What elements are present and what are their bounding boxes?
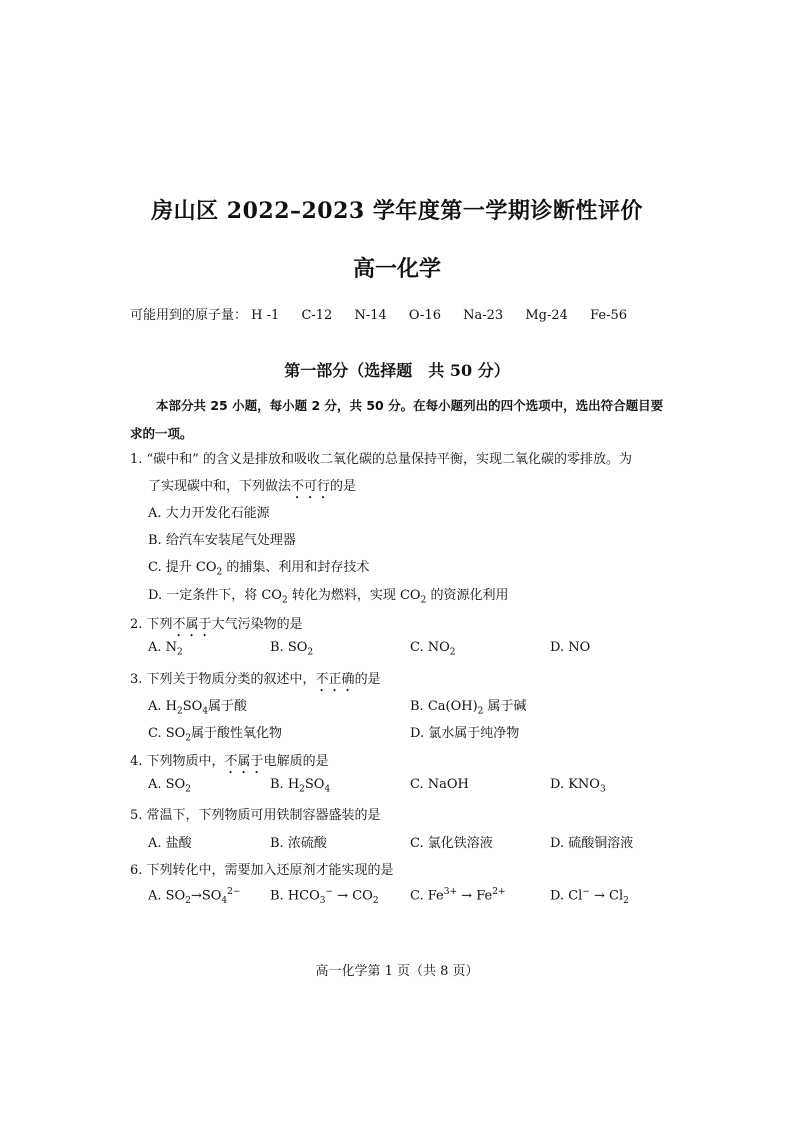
q5-stem: 5. 常温下，下列物质可用铁制容器盛装的是	[130, 808, 381, 823]
q4-option-d	[550, 777, 606, 795]
q5-option-b: B. 浓硫酸	[270, 836, 327, 851]
q4-a-text: A. SO	[148, 777, 186, 792]
q1-c-sub: 2	[216, 567, 223, 578]
q6-a-mid: →SO	[190, 888, 222, 904]
q2-a-sub: 2	[177, 647, 183, 658]
q4-stem-end: 电解质的是	[263, 754, 329, 769]
q6-c-sup2: 2+	[492, 887, 506, 897]
q6-c-mid: → Fe	[457, 888, 493, 904]
q1-c-text: C. 提升 CO	[148, 560, 217, 575]
q3-stem-end: 的是	[354, 672, 381, 687]
q4-b-mid: SO	[304, 777, 325, 792]
q6-b-sub: 3	[319, 895, 326, 906]
q3-b-text: B. Ca(OH)	[410, 699, 478, 714]
q3-b-end: 属于碱	[483, 699, 527, 714]
q1-option-b: B. 给汽车安装尾气处理器	[148, 533, 296, 548]
q1-d-end: 的资源化利用	[426, 588, 509, 603]
q4-option-c: C. NaOH	[410, 777, 469, 792]
q3-a-sub1: 2	[177, 706, 183, 717]
q2-stem-end: 大气污染物的是	[211, 617, 303, 632]
q2-option-a	[148, 640, 183, 658]
q3-a-sub2: 4	[202, 706, 209, 717]
q4-option-a	[148, 777, 191, 795]
exam-subject: 高一化学	[352, 256, 441, 282]
atomic-masses	[130, 304, 627, 323]
q2-b-text: B. SO	[270, 640, 308, 655]
q6-a-sup: 2−	[227, 887, 241, 897]
q1-stem-text: 了实现碳中和，下列做法	[148, 479, 292, 494]
q3-a-text: A. H	[148, 699, 177, 714]
q2-option-b	[270, 640, 313, 658]
atomic-mass-n: N-14	[354, 308, 387, 323]
q2-stem-text: 2. 下列	[130, 617, 173, 632]
exam-title: 房山区 2022–2023 学年度第一学期诊断性评价	[151, 198, 643, 224]
q3-stem	[130, 668, 381, 695]
atomic-mass-na: Na-23	[463, 308, 504, 323]
q1-option-c	[148, 556, 369, 578]
q4-a-sub: 2	[185, 784, 191, 795]
q4-stem-text: 4. 下列物质中，	[130, 754, 225, 769]
q6-option-a	[148, 887, 240, 906]
q1-emphasis: 不可行	[291, 479, 331, 494]
q3-option-c	[148, 722, 282, 744]
q3-option-b	[410, 695, 527, 717]
q3-emphasis: 不正确	[315, 672, 355, 687]
q6-b-sup: −	[325, 887, 334, 897]
q3-option-a	[148, 695, 247, 717]
q1-option-d	[148, 584, 508, 606]
atomic-mass-h: H -1	[251, 308, 280, 323]
q5-option-d: D. 硫酸铜溶液	[550, 836, 634, 851]
q3-a-mid: SO	[182, 699, 203, 714]
q6-option-d	[550, 887, 629, 906]
q3-stem-text: 3. 下列关于物质分类的叙述中，	[130, 672, 316, 687]
q2-a-text: A. N	[148, 640, 178, 655]
q3-c-text: C. SO	[148, 726, 186, 741]
atomic-mass-o: O-16	[408, 308, 441, 323]
part1-instructions: 本部分共 25 小题，每小题 2 分，共 50 分。在每小题列出的四个选项中，选出符合题目要求的一项。	[130, 398, 664, 441]
atomic-mass-mg: Mg-24	[525, 308, 568, 323]
q4-option-b	[270, 777, 330, 795]
atomic-mass-c: C-12	[301, 308, 333, 323]
q3-option-d: D. 氯水属于纯净物	[410, 726, 520, 741]
q6-a-sub2: 4	[221, 895, 228, 906]
q6-d-text: D. Cl	[550, 888, 583, 904]
q1-d-text: D. 一定条件下，将 CO	[148, 588, 282, 603]
q1-option-a: A. 大力开发化石能源	[148, 506, 270, 521]
page-footer: 高一化学第 1 页（共 8 页）	[315, 964, 479, 979]
q2-option-d: D. NO	[550, 640, 591, 655]
q6-option-b	[270, 887, 379, 906]
q3-b-sub: 2	[477, 706, 484, 717]
q4-d-text: D. KNO	[550, 777, 600, 792]
q5-option-a: A. 盐酸	[148, 836, 192, 851]
q6-b-sub2: 2	[372, 895, 379, 906]
q1-d-sub1: 2	[281, 595, 288, 606]
q6-c-text: C. Fe	[410, 888, 444, 904]
atomic-mass-fe: Fe-56	[590, 308, 627, 323]
q3-c-sub: 2	[185, 733, 192, 744]
q1-stem-line2	[148, 475, 356, 502]
q2-c-text: C. NO	[410, 640, 450, 655]
q2-option-c	[410, 640, 456, 658]
q6-d-sub: 2	[623, 895, 629, 906]
q4-d-sub: 3	[599, 784, 606, 795]
q5-option-c: C. 氯化铁溶液	[410, 836, 493, 851]
q1-c-end: 的捕集、利用和封存技术	[222, 560, 370, 575]
q6-d-mid: → Cl	[589, 888, 624, 904]
q2-c-sub: 2	[449, 647, 456, 658]
atomic-masses-label: 可能用到的原子量：	[130, 308, 248, 323]
q6-b-text: B. HCO	[270, 888, 320, 904]
q4-emphasis: 不属于	[224, 754, 264, 769]
q3-a-end: 属于酸	[208, 699, 248, 714]
q6-c-sup1: 3+	[443, 887, 458, 897]
q1-d-mid: 转化为燃料，实现 CO	[287, 588, 421, 603]
q4-b-text: B. H	[270, 777, 300, 792]
q4-stem	[130, 750, 329, 777]
q6-d-sup: −	[582, 887, 590, 897]
q4-b-sub1: 2	[299, 784, 305, 795]
q6-a-sub1: 2	[185, 895, 191, 906]
q4-b-sub2: 4	[324, 784, 331, 795]
part1-heading: 第一部分（选择题 共 50 分）	[284, 361, 510, 380]
q3-c-end: 属于酸性氧化物	[191, 726, 283, 741]
q6-b-mid: → CO	[333, 888, 373, 904]
q6-stem: 6. 下列转化中，需要加入还原剂才能实现的是	[130, 863, 394, 878]
q2-b-sub: 2	[307, 647, 314, 658]
q2-emphasis: 不属于	[172, 617, 212, 632]
q2-stem	[130, 613, 303, 640]
q1-d-sub2: 2	[420, 595, 427, 606]
q1-stem-line1: 1. “碳中和” 的含义是排放和吸收二氧化碳的总量保持平衡，实现二氧化碳的零排放。为	[130, 452, 632, 467]
q6-a-text: A. SO	[148, 888, 186, 904]
q6-option-c	[410, 887, 506, 903]
q1-stem-end: 的是	[330, 479, 357, 494]
